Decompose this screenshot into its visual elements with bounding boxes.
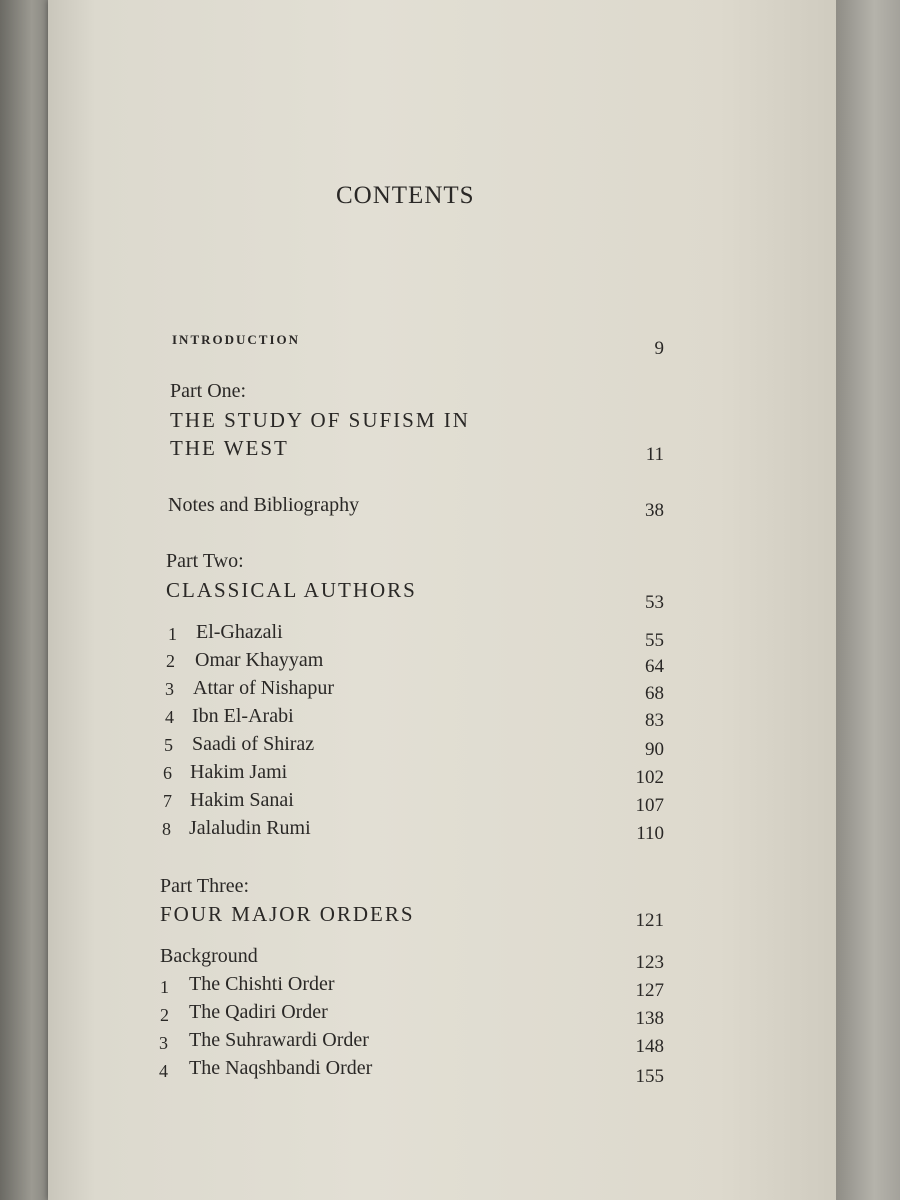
- toc-entry: El-Ghazali: [196, 621, 283, 643]
- toc-index: 8: [162, 819, 171, 839]
- toc-index: 1: [168, 624, 177, 644]
- background-label: Background: [160, 945, 258, 967]
- toc-page: 107: [635, 795, 664, 816]
- toc-index: 6: [163, 763, 172, 783]
- part-one-heading-line2: THE WEST: [170, 436, 289, 460]
- background-page: 123: [635, 952, 664, 973]
- toc-page: 83: [645, 710, 664, 731]
- part-three-label: Part Three:: [160, 875, 250, 897]
- toc-index: 4: [159, 1061, 168, 1081]
- toc-entry: The Chishti Order: [189, 973, 335, 995]
- part-two-heading: CLASSICAL AUTHORS: [166, 578, 417, 602]
- toc-index: 2: [166, 651, 175, 671]
- introduction-label: INTRODUCTION: [172, 332, 301, 347]
- toc-page: 102: [635, 767, 664, 788]
- toc-entry: Hakim Jami: [190, 761, 288, 783]
- toc-index: 3: [165, 679, 174, 699]
- toc-page: 155: [635, 1066, 664, 1087]
- toc-index: 2: [160, 1005, 169, 1025]
- toc-entry: Hakim Sanai: [190, 789, 294, 811]
- toc-entry: Ibn El-Arabi: [192, 705, 294, 727]
- toc-index: 4: [165, 707, 174, 727]
- toc-entry: Jalaludin Rumi: [189, 817, 311, 839]
- toc-entry: Saadi of Shiraz: [192, 733, 315, 755]
- toc-entry: Omar Khayyam: [195, 649, 324, 671]
- toc-page: 90: [645, 739, 664, 760]
- toc-index: 7: [163, 791, 172, 811]
- part-two-label: Part Two:: [166, 550, 244, 572]
- toc-index: 5: [164, 735, 173, 755]
- toc-index: 3: [159, 1033, 168, 1053]
- toc-entry: The Naqshbandi Order: [189, 1057, 373, 1079]
- toc-entry: Attar of Nishapur: [193, 677, 335, 699]
- notes-label: Notes and Bibliography: [168, 494, 360, 516]
- toc-page: 110: [636, 823, 664, 844]
- part-three-page: 121: [635, 910, 664, 931]
- toc-page: 148: [635, 1036, 664, 1057]
- part-three-heading: FOUR MAJOR ORDERS: [160, 902, 415, 926]
- background-surface: [836, 0, 900, 1200]
- notes-page: 38: [645, 500, 664, 521]
- introduction-page: 9: [654, 338, 664, 359]
- toc-index: 1: [160, 977, 169, 997]
- toc-page: 68: [645, 683, 664, 704]
- toc-page: 127: [635, 980, 664, 1001]
- part-one-heading-line1: THE STUDY OF SUFISM IN: [170, 408, 470, 432]
- toc-page: 138: [635, 1008, 664, 1029]
- toc-entry: The Qadiri Order: [189, 1001, 328, 1023]
- part-one-page: 11: [645, 444, 664, 465]
- toc-entry: The Suhrawardi Order: [189, 1029, 369, 1051]
- toc-page: 64: [645, 656, 664, 677]
- part-two-page: 53: [645, 592, 664, 613]
- part-one-label: Part One:: [170, 380, 247, 402]
- page-title: CONTENTS: [336, 182, 475, 209]
- toc-page: 55: [645, 630, 664, 651]
